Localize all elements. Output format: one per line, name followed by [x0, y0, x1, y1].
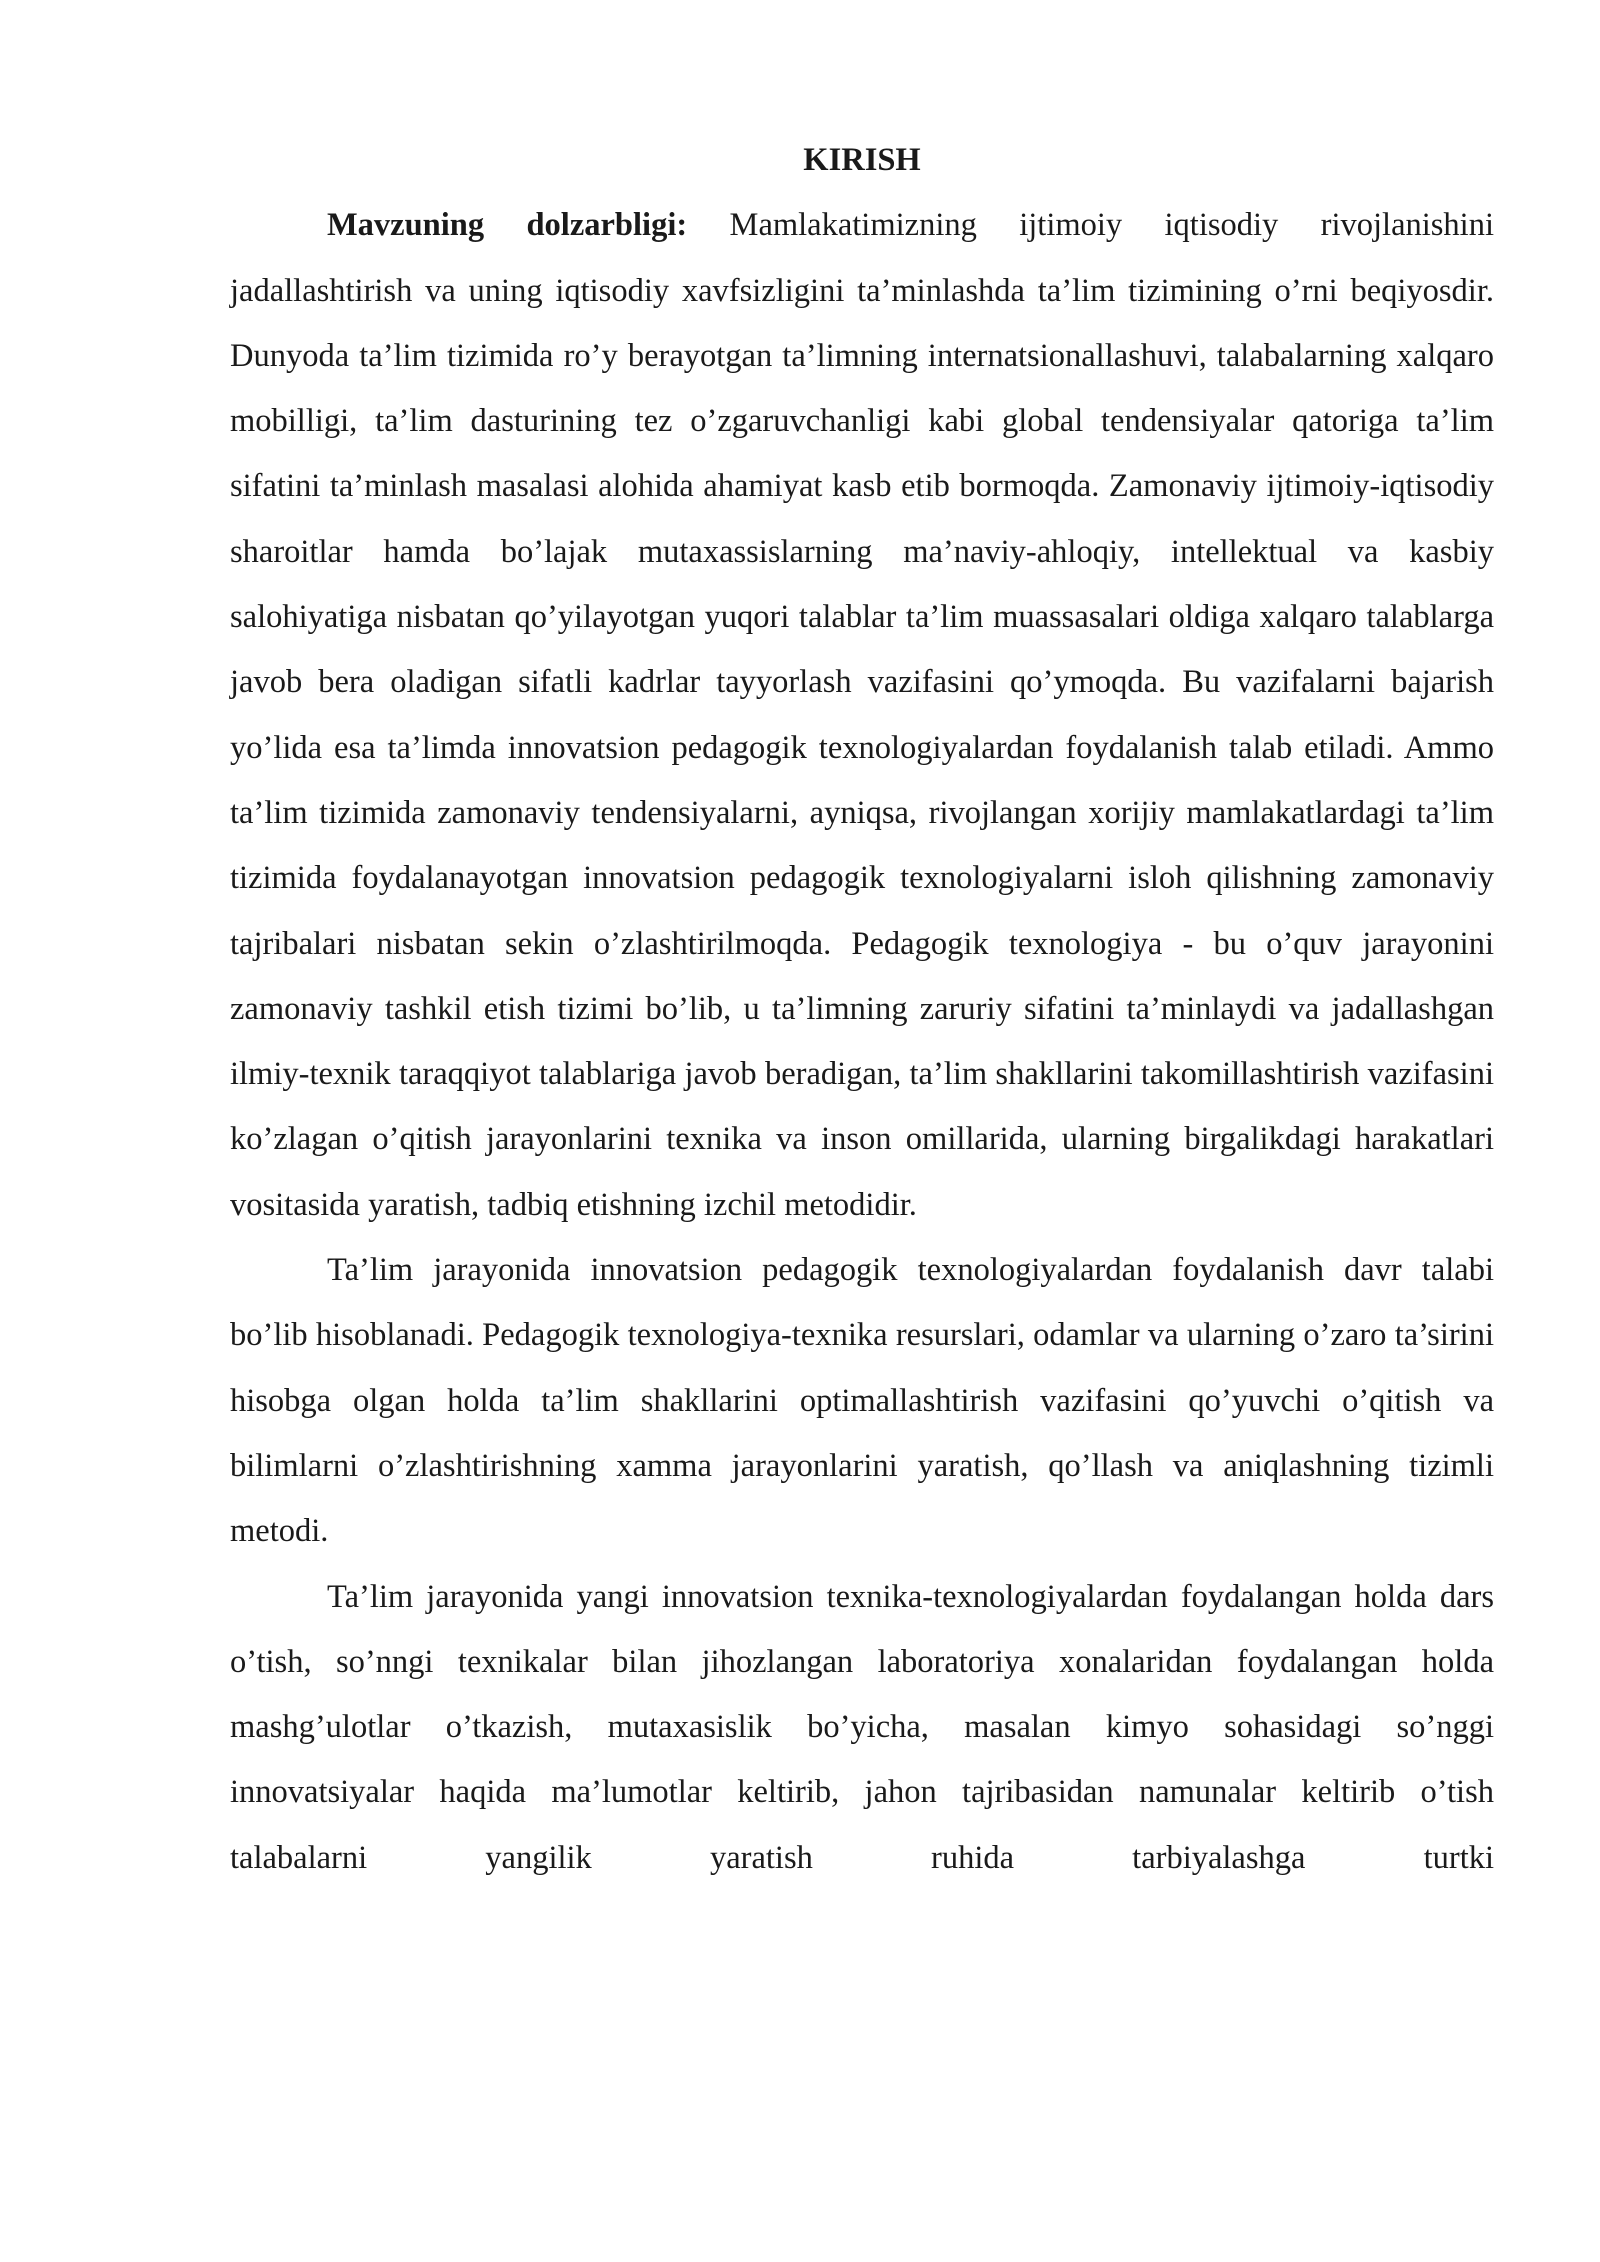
paragraph-1-text: Mamlakatimizning ijtimoiy iqtisodiy rivojlanishini jadallashtirish va uning iqtisodiy xavfsizligini ta’minlashda ta’lim tizimining o’rni beqiyosdir. Dunyoda ta’lim tizimida ro’y berayotgan ta’limning internatsionallashuvi, talabalarning xalqaro mobilligi, ta’lim dasturining tez o’zgaruvchanligi kabi global tendensiyalar qatoriga ta’lim sifatini ta’minlash masalasi alohida ahamiyat kasb etib bormoqda. Zamonaviy ijtimoiy-iqtisodiy sharoitlar hamda bo’lajak mutaxassislarning ma’naviy-ahloqiy, intellektual va kasbiy salohiyatiga nisbatan qo’yilayotgan yuqori talablar ta’lim muassasalari oldiga xalqaro talablarga javob bera oladigan sifatli kadrlar tayyorlash vazifasini qo’ymoqda. Bu vazifalarni bajarish yo’lida esa ta’limda innovatsion pedagogik texnologiyalardan foydalanish talab etiladi. Ammo ta’lim tizimida zamonaviy tendensiyalarni, ayniqsa, rivojlangan xorijiy mamlakatlardagi ta’lim tizimida foydalanayotgan innovatsion pedagogik texnologiyalarni isloh qilishning zamonaviy tajribalari nisbatan sekin o’zlashtirilmoqda. Pedagogik texnologiya - bu o’quv jarayonini zamonaviy tashkil etish tizimi bo’lib, u ta’limning zaruriy sifatini ta’minlaydi va jadallashgan ilmiy-texnik taraqqiyot talablariga javob beradigan, ta’lim shakllarini takomillashtirish vazifasini ko’zlagan o’qitish jarayonlarini texnika va inson omillarida, ularning birgalikdagi harakatlari vositasida yaratish, tadbiq etishning izchil metodidir. — [230, 207, 1494, 1223]
document-page — [230, 128, 1494, 1891]
page-title: KIRISH — [803, 142, 921, 178]
paragraph-3-text: Ta’lim jarayonida yangi innovatsion texnika-texnologiyalardan foydalangan holda dars o’tish, so’nngi texnikalar bilan jihozlangan laboratoriya xonalaridan foydalangan holda mashg’ulotlar o’tkazish, mutaxasislik bo’yicha, masalan kimyo sohasidagi so’nggi innovatsiyalar haqida ma’lumotlar keltirib, jahon tajribasidan namunalar keltirib o’tish talabalarni yangilik yaratish ruhida tarbiyalashga turtki — [230, 1578, 1494, 1876]
paragraph-2-text: Ta’lim jarayonida innovatsion pedagogik texnologiyalardan foydalanish davr talabi bo’lib hisoblanadi. Pedagogik texnologiya-texnika resurslari, odamlar va ularning o’zaro ta’sirini hisobga olgan holda ta’lim shakllarini optimallashtirish vazifasini qo’yuvchi o’qitish va bilimlarni o’zlashtirishning xamma jarayonlarini yaratish, qo’llash va aniqlashning tizimli metodi. — [230, 1252, 1494, 1550]
paragraph-1-lead: Mavzuning dolzarbligi: — [327, 207, 688, 244]
paragraph-3 — [230, 1565, 1494, 1891]
paragraph-1 — [230, 193, 1494, 1238]
paragraph-2 — [230, 1238, 1494, 1564]
